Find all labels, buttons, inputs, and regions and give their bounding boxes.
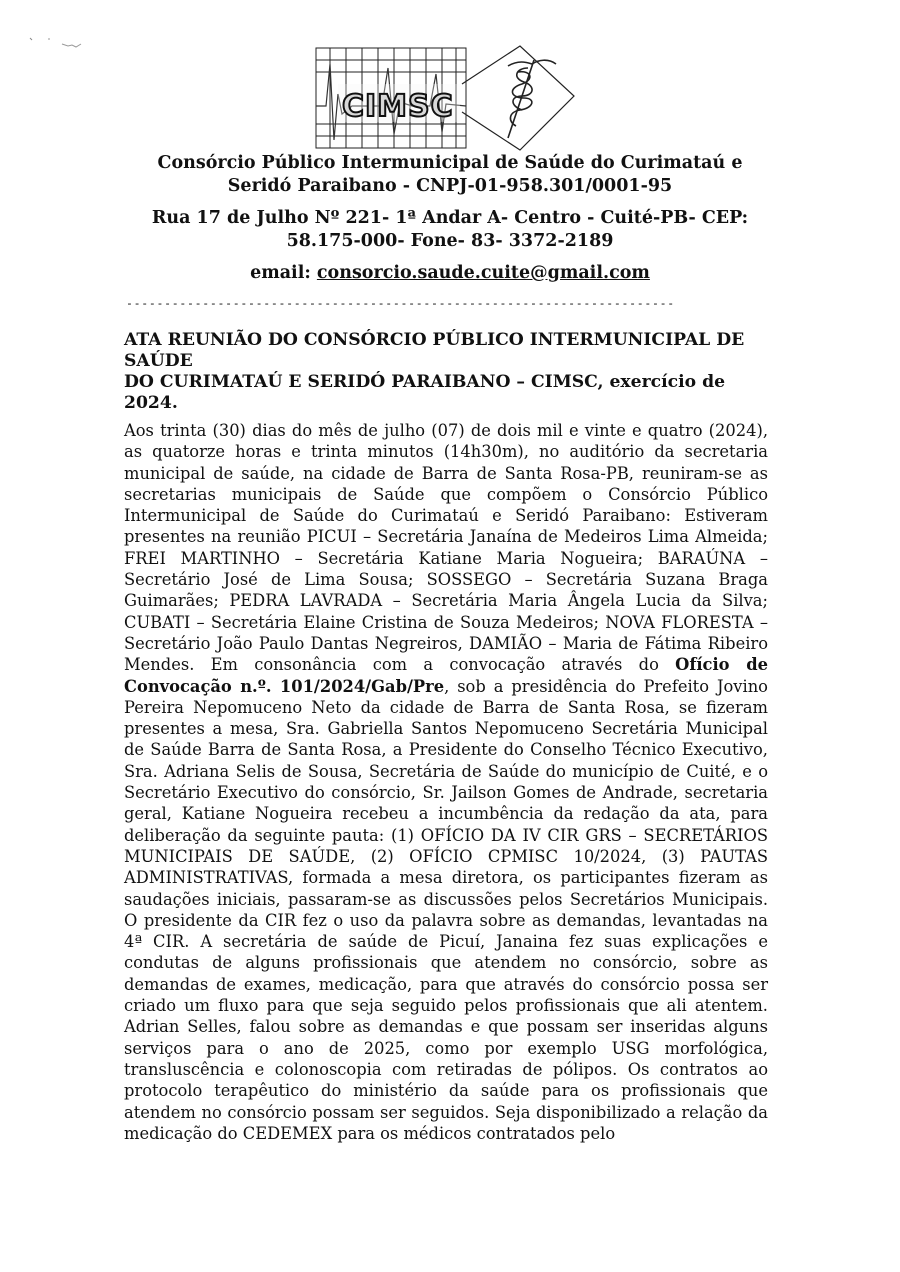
email-link[interactable]: consorcio.saude.cuite@gmail.com — [316, 263, 650, 283]
body-part-2: , sob a presidência do Prefeito Jovino Pereira Nepomuceno Neto da cidade de Barra de Santa Rosa, se fizeram presentes a mesa, Sra. Gabriella Santos Nepomuceno Secretária Municipal de Saúde Barra de Santa Rosa, a Presidente do Conselho Técnico Executivo, Sra. Adriana Selis de Sousa, Secretária de Saúde do município de Cuité, e o Secretário Executivo do consórcio, Sr. Jailson Gomes de Andrade, secretaria geral, Katiane Nogueira recebeu a incumbência da redação da ata, para deliberação da seguinte pauta: (1) OFÍCIO DA IV CIR GRS – SECRETÁRIOS MUNICIPAIS DE SAÚDE, (2) OFÍCIO CPMISC 10/2024, (3) PAUTAS ADMINISTRATIVAS, formada a mesa diretora, os participantes fizeram as saudações iniciais, passaram-se as discussões pelos Secretários Municipais. O presidente da CIR fez o uso da palavra sobre as demandas, levantadas na 4ª CIR. A secretária de saúde de Picuí, Janaina fez suas explicações e condutas de alguns profissionais que atendem no consórcio, sobre as demandas de exames, medicação, para que através do consórcio possa ser criado um fluxo para que seja seguido pelos profissionais que ali atentem. Adrian Selles, falou sobre as demandas e que possam ser inseridas alguns serviços para o ano de 2025, como por exemplo USG morfológica, transluscência e colonoscopia com retiradas de pólipos. Os contratos ao protocolo terapêutico do ministério da saúde para os profissionais que atendem no consórcio possam ser seguidos. Seja disponibilizado a relação da medicação do CEDEMEX para os médicos contratados pelo — [124, 676, 768, 1143]
document-title — [124, 330, 774, 414]
header-org-name: Consórcio Público Intermunicipal de Saúde do Curimataú e — [157, 153, 743, 173]
header-email-line — [130, 262, 770, 285]
letterhead — [130, 152, 770, 285]
cimsc-logo — [312, 44, 584, 156]
caduceus-icon — [508, 60, 556, 138]
header-phone: 58.175-000- Fone- 83- 3372-2189 — [286, 231, 614, 251]
logo-text: CIMSC — [342, 89, 454, 124]
body-part-1: Aos trinta (30) dias do mês de julho (07) de dois mil e vinte e quatro (2024), as quatorze horas e trinta minutos (14h30m), no auditório da secretaria municipal de saúde, na cidade de Barra de Santa Rosa-PB, reuniram-se as secretarias municipais de Saúde que compõem o Consórcio Público Intermunicipal de Saúde do Curimataú e Seridó Paraibano: Estiveram presentes na reunião PICUI – Secretária Janaína de Medeiros Lima Almeida; FREI MARTINHO – Secretária Katiane Maria Nogueira; BARAÚNA – Secretário José de Lima Sousa; SOSSEGO – Secretária Suzana Braga Guimarães; PEDRA LAVRADA – Secretária Maria Ângela Lucia da Silva; CUBATI – Secretária Elaine Cristina de Souza Medeiros; NOVA FLORESTA – Secretário João Paulo Dantas Negreiros, DAMIÃO – Maria de Fátima Ribeiro Mendes. Em consonância com a convocação através do — [124, 421, 768, 675]
email-label: email: — [250, 263, 311, 283]
header-address: Rua 17 de Julho Nº 221- 1ª Andar A- Centro - Cuité-PB- CEP: — [151, 208, 749, 228]
header-cnpj: Seridó Paraibano - CNPJ-01-958.301/0001-95 — [227, 176, 673, 196]
minutes-body — [124, 420, 768, 1144]
separator-line: ------------------------------------------------------------------------ — [126, 296, 675, 310]
scan-marks — [28, 36, 88, 52]
title-line-2: DO CURIMATAÚ E SERIDÓ PARAIBANO – CIMSC, exercício de 2024. — [124, 372, 726, 413]
body-convocation-ref: Ofício de Convocação n.º. 101/2024/Gab/Pre — [124, 655, 768, 696]
title-line-1: ATA REUNIÃO DO CONSÓRCIO PÚBLICO INTERMUNICIPAL DE SAÚDE — [124, 330, 745, 371]
